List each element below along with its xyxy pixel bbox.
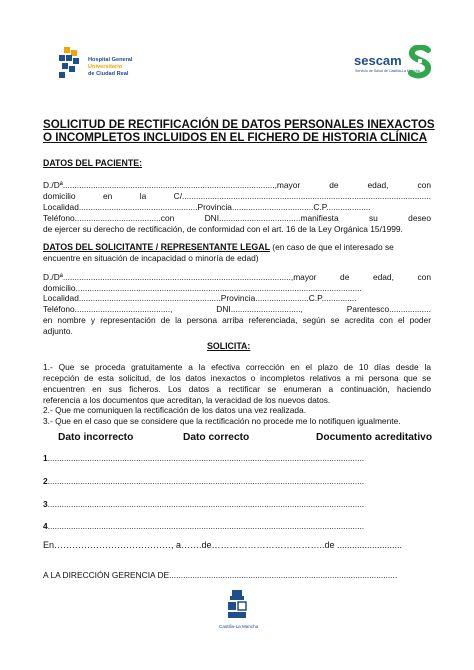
request-item-1-line-1: 1.- Que se proceda gratuitamente a la efectiva corrección en el plazo de 10 días desde la [43,362,431,372]
requester-representation-text-end: adjunto. [43,326,73,336]
column-header-incorrect-data: Dato incorrecto [58,432,134,443]
crest-caption: Castilla-La Mancha [219,624,259,629]
sescam-subtitle: Servicio de Salud de Castilla-La Mancha [355,69,420,73]
place-date-field[interactable]: En…………………………………, a…….de………………………………..de .......................... [43,540,403,550]
patient-address-field[interactable]: domicilio en la C/........................................................................................................... [43,191,431,201]
crest-icon [219,588,255,624]
requester-address-field[interactable]: domicilio........................................................................................................................... [43,283,362,293]
hospital-emblem-icon [55,47,85,81]
row-fill-line[interactable]: ........................................................................................................................................ [47,476,365,486]
castilla-la-mancha-crest [219,588,259,638]
column-header-correct-data: Dato correcto [183,432,250,443]
sescam-name: sescam [354,53,402,68]
table-row[interactable] [43,476,431,487]
request-item-1-line-2: recepción de esta solicitud, de los datos inexactos o incompletos relativos a mi persona que se [43,373,431,383]
hospital-logo [55,47,150,83]
table-row[interactable] [43,499,431,510]
hospital-name-line-2: Universitario [88,64,123,70]
requester-phone-dni-field[interactable]: Teléfono........................................., DNI.............................., Parentesco.................. [43,304,431,314]
sescam-s-icon [408,45,432,79]
row-number: 1 [43,453,48,463]
patient-section-heading: DATOS DEL PACIENTE: [43,158,143,168]
requester-name-field[interactable]: D./Dª..................................................................................................,mayor de edad, con [43,272,431,282]
table-row[interactable] [43,453,431,464]
request-item-1-line-3: encuentren en sus ficheros. Los datos a rectificar se enumeran a continuación, haciendo [43,384,431,394]
request-section-heading: SOLICITA: [207,341,251,351]
form-title-line-2: O INCOMPLETOS INCLUIDOS EN EL FICHERO DE HISTORIA CLÍNICA [43,131,428,144]
form-title-line-1: SOLICITUD DE RECTIFICACIÓN DE DATOS PERSONALES INEXACTOS [43,118,435,131]
request-item-1-line-4: referencia a los documentos que acreditan, la veracidad de los nuevos datos. [43,395,331,405]
row-fill-line[interactable]: ........................................................................................................................................ [47,499,365,509]
requester-heading-row [43,242,394,253]
table-row[interactable] [43,521,431,532]
hospital-name-line-3: de Ciudad Real [88,71,129,77]
row-fill-line[interactable]: ........................................................................................................................................ [47,521,365,531]
column-header-supporting-document: Documento acreditativo [316,432,433,443]
patient-phone-dni-field[interactable]: Teléfono.....................................con DNI...................................manifiesta su deseo [43,213,431,223]
requester-representation-text: en nombre y representación de la persona arriba referenciada, según se acredita con el poder [43,315,431,325]
requester-locality-field[interactable]: Localidad.............................................................Provincia.......................C.P............... [43,293,357,303]
request-item-2: 2.- Que me comuniquen la rectificación de los datos una vez realizada. [43,405,307,415]
addressee-field[interactable]: A LA DIRECCIÓN GERENCIA DE.................................................................................................. [43,570,398,580]
requester-note-line-2: encuentre en situación de incapacidad o minoría de edad) [43,253,259,263]
row-number: 2 [43,476,48,486]
requester-section-heading: DATOS DEL SOLICITANTE / REPRESENTANTE LEGAL [43,242,270,252]
patient-right-statement: de ejercer su derecho de rectificación, de conformidad con el art. 16 de la Ley Orgánica 15/1999. [43,224,403,234]
patient-name-field[interactable]: D./Dª...........................................................................................,mayor de edad, con [43,180,431,190]
row-number: 4 [43,521,48,531]
sescam-logo [352,45,432,81]
request-item-3: 3.- Que en el caso que se considere que la rectificación no procede me lo notifiquen igualmente. [43,416,401,426]
patient-locality-field[interactable]: Localidad...................................................Provincia...................................C.P................... [43,202,371,212]
row-fill-line[interactable]: ........................................................................................................................................ [47,453,365,463]
requester-note-line-1: (en caso de que el interesado se [269,242,394,252]
row-number: 3 [43,499,48,509]
hospital-name-line-1: Hospital General [88,57,133,63]
